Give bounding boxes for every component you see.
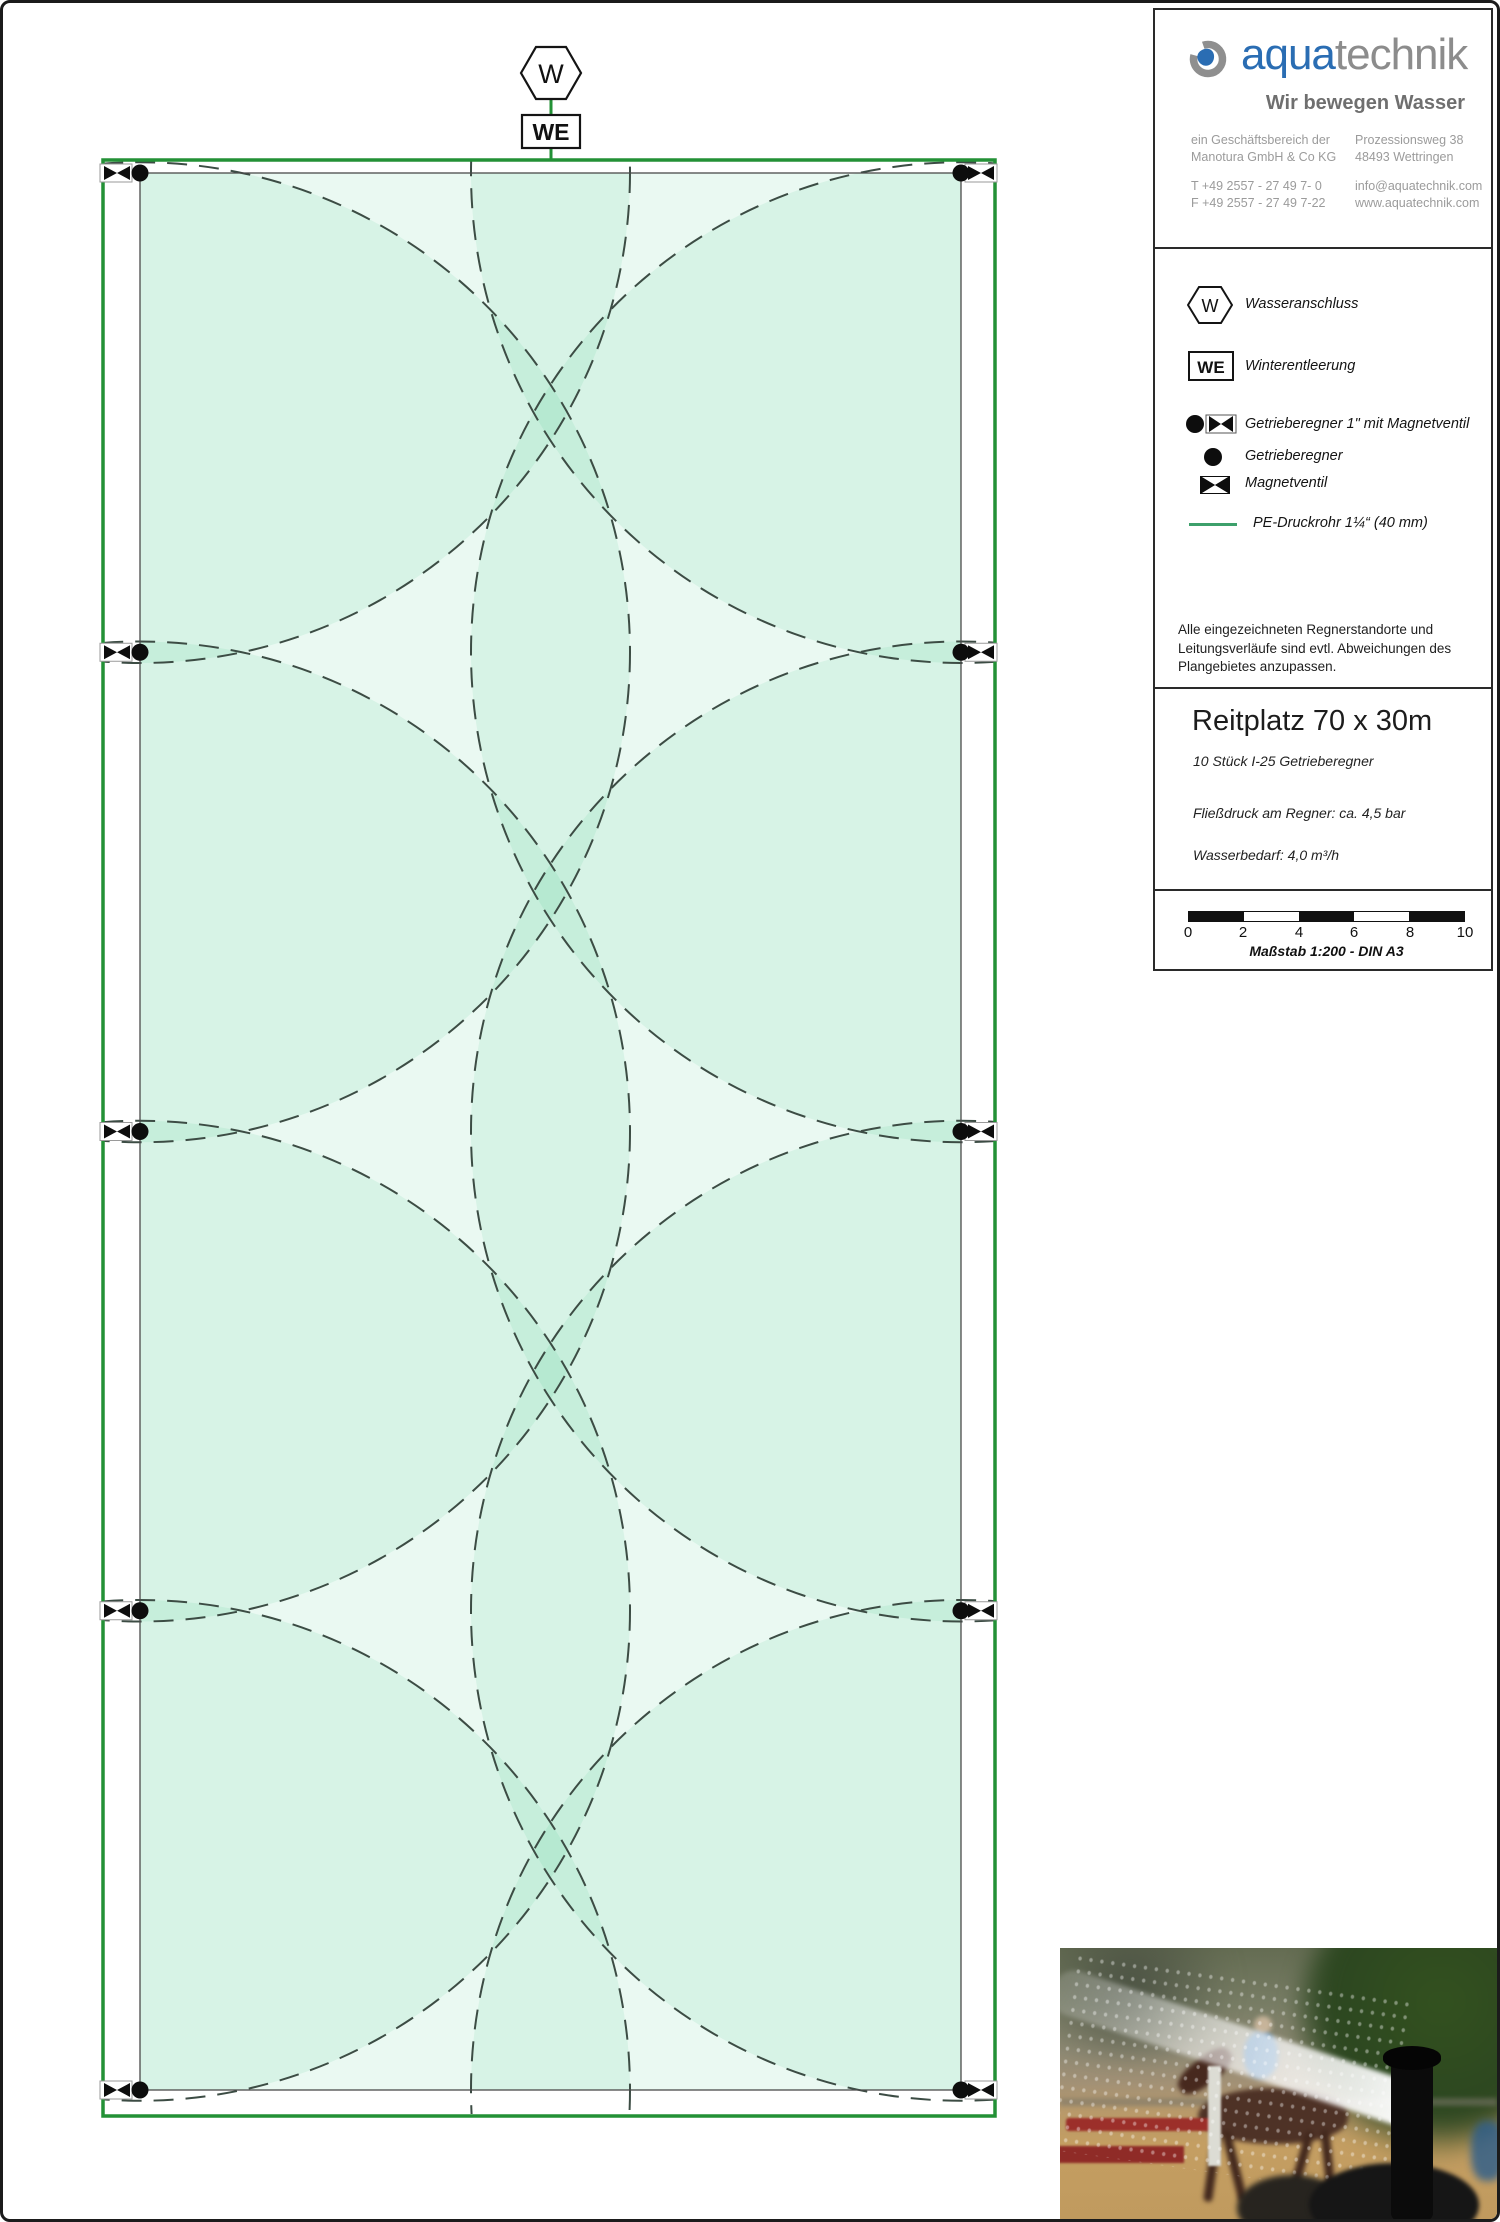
division-line2: Manotura GmbH & Co KG — [1191, 150, 1337, 164]
phone-number: T +49 2557 - 27 49 7- 0 — [1191, 179, 1322, 193]
sprinkler-symbol — [100, 164, 149, 182]
winter-drain-letters: WE — [532, 119, 570, 145]
scale-tick: 2 — [1238, 924, 1248, 941]
brand-tagline: Wir bewegen Wasser — [1265, 92, 1465, 114]
scale-bar-segment — [1354, 912, 1409, 921]
brand-part-gray: technik — [1334, 30, 1468, 79]
scale-tick: 0 — [1183, 924, 1193, 941]
pe-pipe-line-icon — [1189, 523, 1237, 526]
plan-note: Alle eingezeichneten Regnerstandorte und Leitungsverläufe sind evtl. Abweichungen des Plangebietes anzupassen. — [1178, 622, 1452, 674]
water-connection-symbol — [521, 47, 581, 99]
website-url: www.aquatechnik.com — [1355, 196, 1480, 210]
legend-label: Magnetventil — [1245, 475, 1328, 491]
legend-label: Winterentleerung — [1245, 358, 1356, 374]
scale-bar-segment — [1189, 912, 1244, 921]
scale-bar-segment — [1299, 912, 1354, 921]
scalebar-box — [1153, 889, 1493, 971]
scale-tick: 6 — [1349, 924, 1359, 941]
scale-tick: 4 — [1294, 924, 1304, 941]
water-connection-hexagon-icon — [1187, 285, 1233, 325]
legend-box — [1153, 247, 1493, 689]
legend-label: Getrieberegner — [1245, 448, 1343, 464]
project-spec-waterdemand: Wasserbedarf: 4,0 m³/h — [1193, 847, 1340, 863]
photo-sprinkler-head — [1389, 2048, 1435, 2221]
sprinkler-symbol — [953, 643, 998, 661]
sprinkler-symbol — [953, 1602, 998, 1620]
scale-bar-segment — [1409, 912, 1464, 921]
winter-drain-symbol — [522, 115, 580, 148]
scale-caption: Maßstab 1:200 - DIN A3 — [1249, 943, 1404, 959]
scale-bar-segment — [1244, 912, 1299, 921]
gear-sprinkler-with-valve-icon — [1185, 413, 1237, 435]
scale-tick: 8 — [1405, 924, 1415, 941]
company-division — [1191, 132, 1336, 166]
fax-number: F +49 2557 - 27 49 7-22 — [1191, 196, 1326, 210]
company-phone-fax — [1191, 178, 1325, 212]
legend-label: PE-Druckrohr 1¼“ (40 mm) — [1253, 515, 1428, 531]
photo-blue-detail — [1471, 2121, 1497, 2181]
winter-drain-box-icon — [1188, 351, 1234, 381]
project-spec-pressure: Fließdruck am Regner: ca. 4,5 bar — [1193, 805, 1406, 821]
water-connection-letter: W — [538, 59, 564, 89]
solenoid-valve-icon — [1199, 475, 1231, 495]
aquatechnik-logo-icon — [1187, 38, 1229, 80]
sprinkler-symbol — [100, 1602, 149, 1620]
address-street: Prozessionsweg 38 — [1355, 133, 1464, 147]
scale-bar — [1188, 911, 1465, 922]
legend-label: Wasseranschluss — [1245, 296, 1359, 312]
sprinkler-symbol — [953, 164, 998, 182]
sprinkler-symbol — [953, 2081, 998, 2099]
company-web-contact — [1355, 178, 1482, 212]
sprinkler-symbol — [100, 1123, 149, 1141]
division-line1: ein Geschäftsbereich der — [1191, 133, 1330, 147]
sprinkler-symbol — [100, 2081, 149, 2099]
project-spec-sprinklers: 10 Stück I-25 Getrieberegner — [1193, 753, 1374, 769]
company-address — [1355, 132, 1463, 166]
project-box — [1153, 687, 1493, 891]
project-title: Reitplatz 70 x 30m — [1192, 705, 1433, 737]
legend-label: Getrieberegner 1" mit Magnetventil — [1245, 416, 1470, 432]
email-address: info@aquatechnik.com — [1355, 179, 1483, 193]
scale-tick: 10 — [1456, 924, 1474, 941]
gear-sprinkler-icon — [1203, 447, 1223, 467]
svg-text:WE: WE — [1197, 358, 1225, 377]
svg-text:W: W — [1201, 296, 1219, 316]
address-city: 48493 Wettringen — [1355, 150, 1454, 164]
brand-part-blue: aqua — [1241, 30, 1335, 79]
sprinkler-photo — [1060, 1948, 1497, 2221]
sprinkler-symbol — [100, 643, 149, 661]
brand-wordmark — [1241, 30, 1467, 80]
logo-box — [1153, 8, 1493, 249]
logo — [1185, 30, 1468, 84]
sprinkler-symbol — [953, 1123, 998, 1141]
